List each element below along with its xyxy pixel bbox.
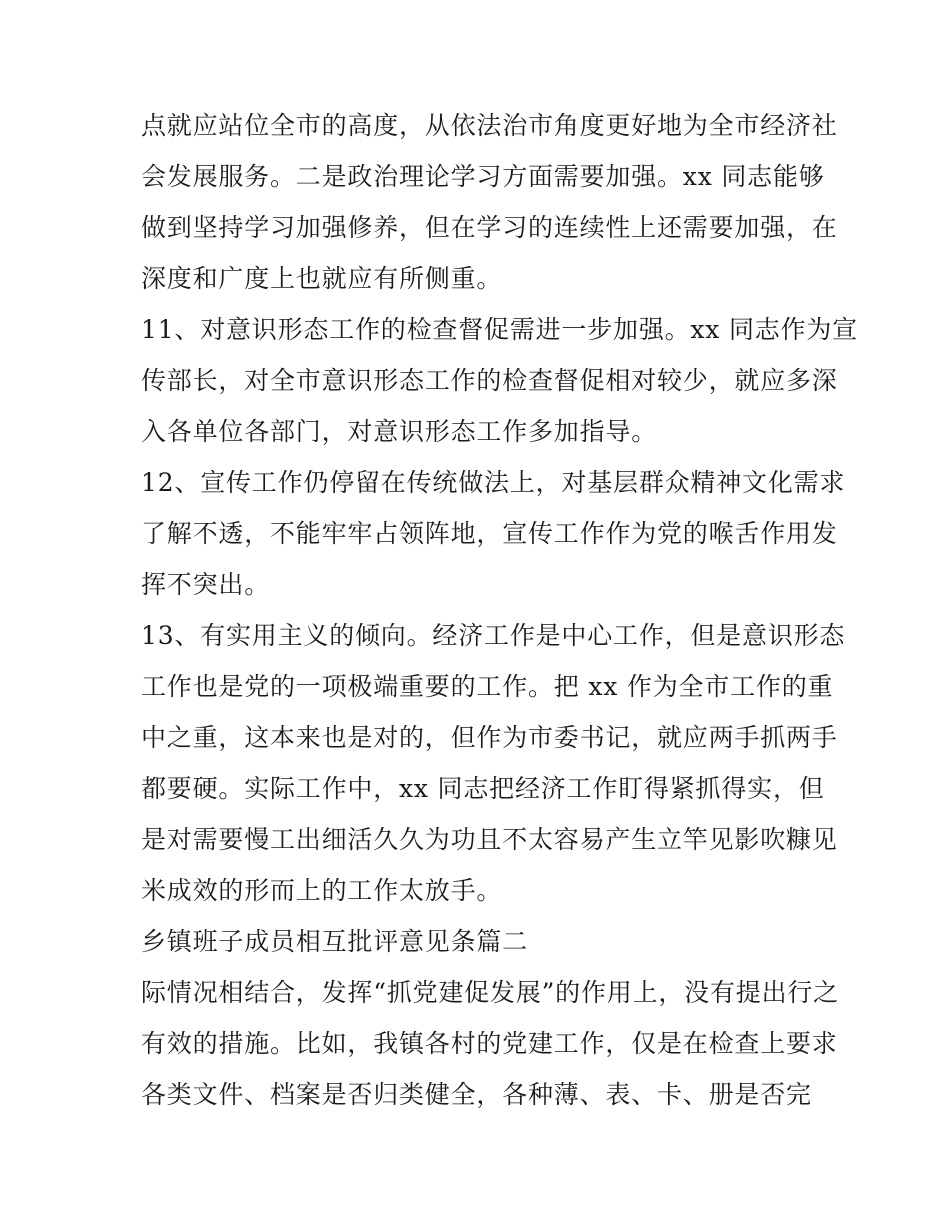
document-body	[141, 100, 858, 1120]
text-line: 都要硬。实际工作中，xx 同志把经济工作盯得紧抓得实，但	[141, 774, 825, 803]
text-line: 深度和广度上也就应有所侧重。	[141, 264, 503, 293]
text-line: 点就应站位全市的高度，从依法治市角度更好地为全市经济社	[141, 111, 838, 140]
section-heading: 乡镇班子成员相互批评意见条篇二	[141, 927, 529, 956]
text-line: 中之重，这本来也是对的，但作为市委书记，就应两手抓两手	[141, 723, 838, 752]
text-line: 了解不透，不能牢牢占领阵地，宣传工作作为党的喉舌作用发	[141, 519, 838, 548]
text-line: 挥不突出。	[141, 570, 271, 599]
text-line: 米成效的形而上的工作太放手。	[141, 876, 503, 905]
text-line: 做到坚持学习加强修养，但在学习的连续性上还需要加强，在	[141, 213, 838, 242]
text-line: 入各单位各部门，对意识形态工作多加指导。	[141, 417, 658, 446]
text-line: 工作也是党的一项极端重要的工作。把 xx 作为全市工作的重	[141, 672, 834, 701]
text-line: 有效的措施。比如，我镇各村的党建工作，仅是在检查上要求	[141, 1029, 838, 1058]
text-line: 13、有实用主义的倾向。经济工作是中心工作，但是意识形态	[141, 621, 846, 650]
text-line: 各类文件、档案是否归类健全，各种薄、表、卡、册是否完	[141, 1080, 812, 1109]
text-line: 12、宣传工作仍停留在传统做法上，对基层群众精神文化需求	[141, 468, 846, 497]
text-line: 11、对意识形态工作的检查督促需进一步加强。xx 同志作为宣	[141, 315, 858, 344]
text-line: 会发展服务。二是政治理论学习方面需要加强。xx 同志能够	[141, 162, 825, 191]
text-line: 际情况相结合，发挥“抓党建促发展”的作用上，没有提出行之	[141, 978, 839, 1007]
text-line: 传部长，对全市意识形态工作的检查督促相对较少，就应多深	[141, 366, 838, 395]
text-line: 是对需要慢工出细活久久为功且不太容易产生立竿见影吹糠见	[141, 825, 838, 854]
